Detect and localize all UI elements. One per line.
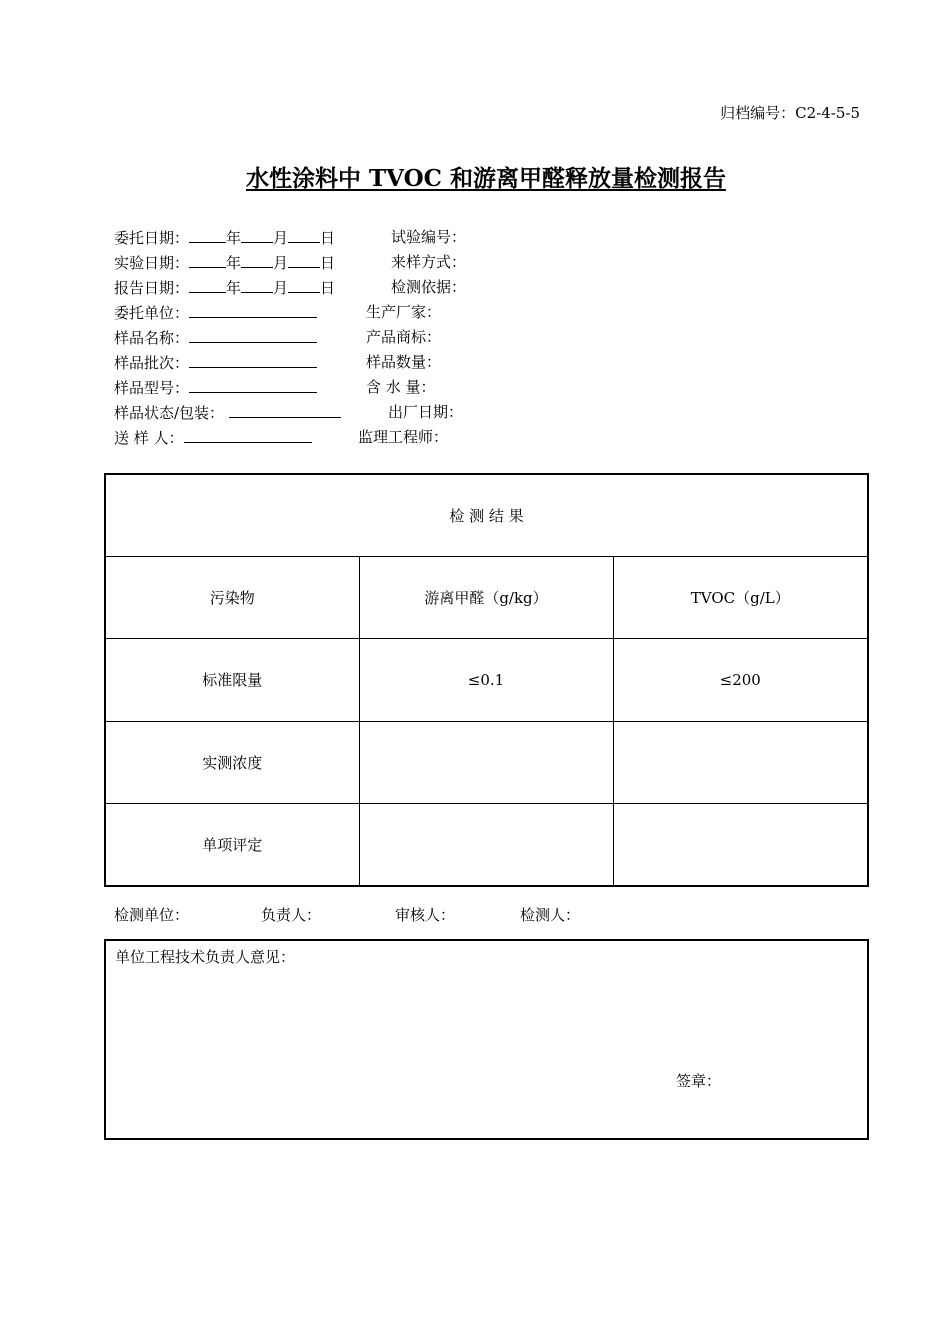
testing-unit-label: 检测单位： xyxy=(114,906,190,924)
sample-model-label: 样品型号： xyxy=(114,379,190,397)
brand-label: 产品商标： xyxy=(366,328,442,346)
table-header-row xyxy=(105,474,868,556)
year-blank[interactable] xyxy=(189,279,226,293)
tester-label: 检测人： xyxy=(520,906,581,924)
sampling-method-label: 来样方式： xyxy=(391,253,467,271)
cell-tvoc-limit: ≤200 xyxy=(613,639,868,721)
sample-name-blank[interactable] xyxy=(189,329,317,343)
sample-name-label: 样品名称： xyxy=(114,329,190,347)
year-blank[interactable] xyxy=(189,229,226,243)
cell-tvoc-measured[interactable] xyxy=(613,721,868,803)
sample-model-row xyxy=(114,379,317,396)
report-date-row xyxy=(114,279,335,296)
column-formaldehyde: 游离甲醛（g/kg） xyxy=(359,556,613,638)
column-pollutant: 污染物 xyxy=(105,556,359,638)
month-unit: 月 xyxy=(273,279,289,297)
sample-name-row xyxy=(114,329,317,346)
sample-state-row xyxy=(114,404,341,421)
test-no-label: 试验编号： xyxy=(391,228,467,246)
entrust-unit-label: 委托单位： xyxy=(114,304,190,322)
water-content-label: 含 水 量： xyxy=(366,378,436,396)
column-tvoc: TVOC（g/L） xyxy=(613,556,868,638)
table-column-row xyxy=(105,556,868,638)
seal-label: 签章： xyxy=(676,1072,722,1090)
supervisor-label: 监理工程师： xyxy=(358,428,449,446)
entrust-date-row xyxy=(114,229,335,246)
sample-batch-row xyxy=(114,354,317,371)
sample-batch-label: 样品批次： xyxy=(114,354,190,372)
sample-state-label: 样品状态/包装： xyxy=(114,404,225,422)
opinion-label: 单位工程技术负责人意见： xyxy=(115,948,296,966)
sample-qty-label: 样品数量： xyxy=(366,353,442,371)
day-unit: 日 xyxy=(320,279,336,297)
table-row xyxy=(105,639,868,721)
sender-row xyxy=(114,429,312,446)
month-blank[interactable] xyxy=(241,229,273,243)
cell-formaldehyde-measured[interactable] xyxy=(359,721,613,803)
sample-batch-blank[interactable] xyxy=(189,354,317,368)
year-unit: 年 xyxy=(226,279,242,297)
test-basis-label: 检测依据： xyxy=(391,278,467,296)
results-header: 检 测 结 果 xyxy=(105,474,868,556)
test-date-label: 实验日期： xyxy=(114,254,190,272)
month-unit: 月 xyxy=(273,254,289,272)
sender-label: 送 样 人： xyxy=(114,429,184,447)
test-date-row xyxy=(114,254,335,271)
year-unit: 年 xyxy=(226,229,242,247)
factory-date-label: 出厂日期： xyxy=(388,403,464,421)
manufacturer-label: 生产厂家： xyxy=(366,303,442,321)
entrust-date-label: 委托日期： xyxy=(114,229,190,247)
responsible-person-label: 负责人： xyxy=(261,906,322,924)
sender-blank[interactable] xyxy=(184,429,312,443)
day-blank[interactable] xyxy=(288,229,320,243)
archive-number: 归档编号：C2-4-5-5 xyxy=(720,104,860,122)
day-blank[interactable] xyxy=(288,279,320,293)
cell-tvoc-assessment[interactable] xyxy=(613,804,868,886)
reviewer-label: 审核人： xyxy=(395,906,456,924)
day-blank[interactable] xyxy=(288,254,320,268)
table-row xyxy=(105,721,868,803)
row-label-standard-limit: 标准限量 xyxy=(105,639,359,721)
table-row xyxy=(105,804,868,886)
day-unit: 日 xyxy=(320,254,336,272)
sample-state-blank[interactable] xyxy=(229,404,341,418)
month-unit: 月 xyxy=(273,229,289,247)
entrust-unit-blank[interactable] xyxy=(189,304,317,318)
results-table xyxy=(104,473,869,887)
page-title: 水性涂料中 TVOC 和游离甲醛释放量检测报告 xyxy=(246,165,726,192)
month-blank[interactable] xyxy=(241,254,273,268)
month-blank[interactable] xyxy=(241,279,273,293)
cell-formaldehyde-limit: ≤0.1 xyxy=(359,639,613,721)
year-blank[interactable] xyxy=(189,254,226,268)
sample-model-blank[interactable] xyxy=(189,379,317,393)
row-label-measured: 实测浓度 xyxy=(105,721,359,803)
year-unit: 年 xyxy=(226,254,242,272)
cell-formaldehyde-assessment[interactable] xyxy=(359,804,613,886)
report-date-label: 报告日期： xyxy=(114,279,190,297)
row-label-assessment: 单项评定 xyxy=(105,804,359,886)
entrust-unit-row xyxy=(114,304,317,321)
opinion-box[interactable] xyxy=(104,939,869,1140)
day-unit: 日 xyxy=(320,229,336,247)
